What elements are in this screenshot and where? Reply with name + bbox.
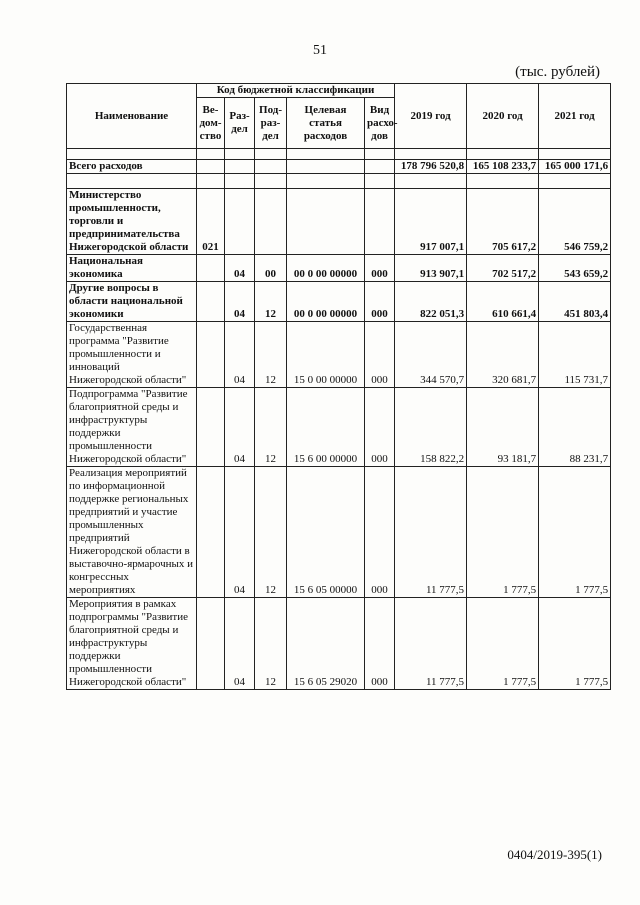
row-ved — [197, 467, 225, 598]
row-target — [287, 189, 365, 255]
row-vid: 000 — [365, 255, 395, 282]
row-razd: 04 — [225, 388, 255, 467]
table-row — [67, 282, 611, 322]
row-ved — [197, 388, 225, 467]
total-2020: 165 108 233,7 — [467, 160, 539, 174]
row-target: 15 6 05 29020 — [287, 598, 365, 690]
table-row — [67, 322, 611, 388]
row-ved — [197, 598, 225, 690]
row-2021: 1 777,5 — [539, 467, 611, 598]
row-vid: 000 — [365, 388, 395, 467]
row-target: 15 6 05 00000 — [287, 467, 365, 598]
table-row — [67, 189, 611, 255]
table-row — [67, 255, 611, 282]
header-2020: 2020 год — [467, 84, 539, 149]
row-podr: 12 — [255, 282, 287, 322]
header-vid: Вид расхо-дов — [365, 98, 395, 149]
document-code: 0404/2019-395(1) — [507, 847, 602, 862]
header-razdel: Раз-дел — [225, 98, 255, 149]
row-2019: 11 777,5 — [395, 467, 467, 598]
row-2020: 1 777,5 — [467, 467, 539, 598]
row-razd — [225, 189, 255, 255]
row-podr: 00 — [255, 255, 287, 282]
row-name: Министерство промышленности, торговли и предпринимательства Нижегородской области — [67, 189, 197, 255]
header-code-group: Код бюджетной классификации — [197, 84, 395, 98]
row-name: Мероприятия в рамках подпрограммы "Развитие благоприятной среды и инфраструктуры поддержки промышленности Нижегородской области" — [67, 598, 197, 690]
row-2019: 158 822,2 — [395, 388, 467, 467]
row-podr: 12 — [255, 388, 287, 467]
table-row — [67, 467, 611, 598]
table-row — [67, 388, 611, 467]
row-name: Национальная экономика — [67, 255, 197, 282]
row-name: Государственная программа "Развитие промышленности и инноваций Нижегородской области" — [67, 322, 197, 388]
row-2021: 546 759,2 — [539, 189, 611, 255]
row-target: 15 6 00 00000 — [287, 388, 365, 467]
total-2021: 165 000 171,6 — [539, 160, 611, 174]
row-podr: 12 — [255, 467, 287, 598]
header-name: Наименование — [67, 84, 197, 149]
budget-table — [66, 83, 611, 690]
row-2021: 1 777,5 — [539, 598, 611, 690]
row-vid: 000 — [365, 598, 395, 690]
row-podr — [255, 189, 287, 255]
row-razd: 04 — [225, 282, 255, 322]
row-podr: 12 — [255, 322, 287, 388]
row-name: Подпрограмма "Развитие благоприятной среды и инфраструктуры поддержки промышленности Нижегородской области" — [67, 388, 197, 467]
row-2021: 451 803,4 — [539, 282, 611, 322]
total-name: Всего расходов — [67, 160, 197, 174]
row-2019: 344 570,7 — [395, 322, 467, 388]
row-2021: 115 731,7 — [539, 322, 611, 388]
row-ved — [197, 282, 225, 322]
row-2020: 93 181,7 — [467, 388, 539, 467]
header-2021: 2021 год — [539, 84, 611, 149]
row-ved — [197, 322, 225, 388]
row-razd: 04 — [225, 322, 255, 388]
row-podr: 12 — [255, 598, 287, 690]
row-2021: 88 231,7 — [539, 388, 611, 467]
row-2020: 320 681,7 — [467, 322, 539, 388]
units-label: (тыс. рублей) — [515, 64, 600, 80]
page-number: 51 — [313, 43, 327, 58]
row-razd: 04 — [225, 467, 255, 598]
row-vid: 000 — [365, 322, 395, 388]
row-ved: 021 — [197, 189, 225, 255]
row-vid — [365, 189, 395, 255]
row-2021: 543 659,2 — [539, 255, 611, 282]
total-row — [67, 160, 611, 174]
row-2020: 610 661,4 — [467, 282, 539, 322]
row-name: Реализация мероприятий по информационной поддержке региональных предприятий и участие промышленных предприятий Нижегородской области в выставочно-ярмарочных и конгрессных мероприятиях — [67, 467, 197, 598]
row-2019: 917 007,1 — [395, 189, 467, 255]
row-vid: 000 — [365, 467, 395, 598]
header-target: Целевая статья расходов — [287, 98, 365, 149]
row-razd: 04 — [225, 255, 255, 282]
row-2019: 11 777,5 — [395, 598, 467, 690]
row-target: 15 0 00 00000 — [287, 322, 365, 388]
header-2019: 2019 год — [395, 84, 467, 149]
row-2019: 822 051,3 — [395, 282, 467, 322]
row-name: Другие вопросы в области национальной экономики — [67, 282, 197, 322]
row-2020: 702 517,2 — [467, 255, 539, 282]
table-row — [67, 598, 611, 690]
header-podrazdel: Под-раз-дел — [255, 98, 287, 149]
row-2020: 1 777,5 — [467, 598, 539, 690]
header-vedomstvo: Ве-дом-ство — [197, 98, 225, 149]
total-2019: 178 796 520,8 — [395, 160, 467, 174]
row-ved — [197, 255, 225, 282]
row-target: 00 0 00 00000 — [287, 255, 365, 282]
row-vid: 000 — [365, 282, 395, 322]
row-2020: 705 617,2 — [467, 189, 539, 255]
row-2019: 913 907,1 — [395, 255, 467, 282]
row-razd: 04 — [225, 598, 255, 690]
row-target: 00 0 00 00000 — [287, 282, 365, 322]
